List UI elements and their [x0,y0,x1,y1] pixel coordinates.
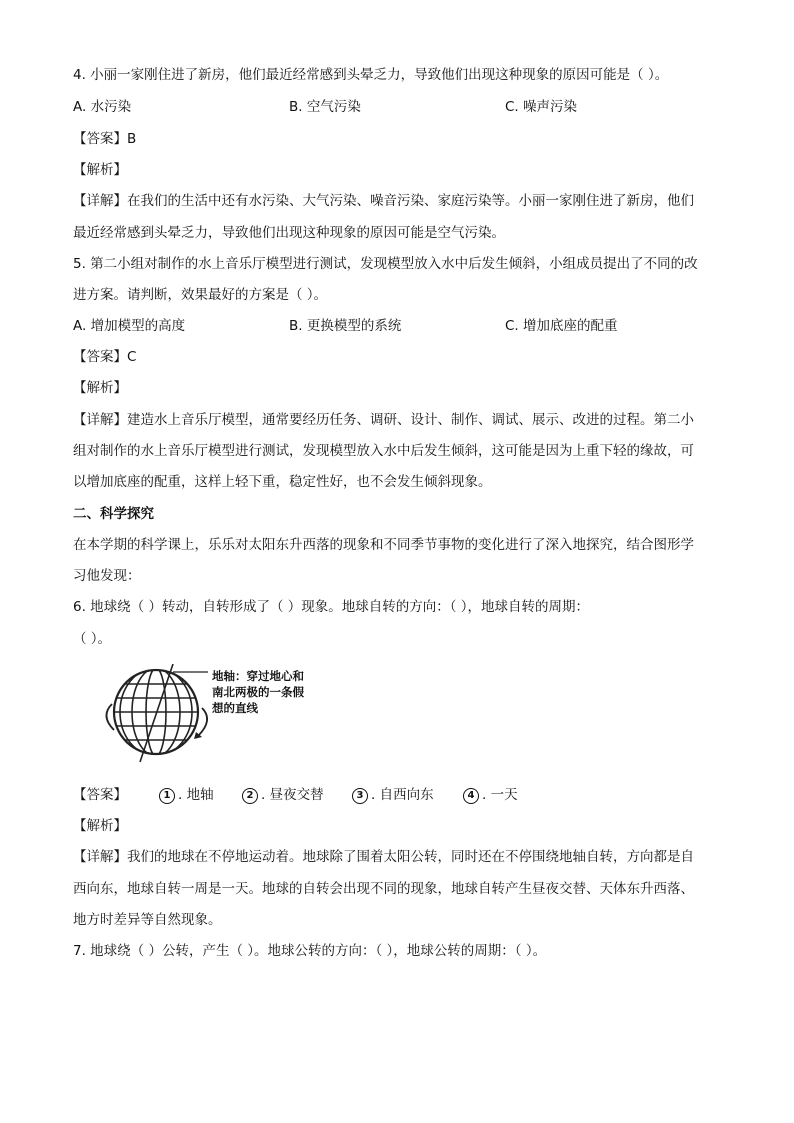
section-title: 二、科学探究 [73,506,154,522]
q6-detail-line: 【详解】我们的地球在不停地运动着。地球除了围着太阳公转，同时还在不停围绕地轴自转，方向都是自 [73,849,694,865]
q6-answer-3 [352,786,434,804]
q5-option-c: C. 增加底座的配重 [505,318,618,334]
answer-text: . 一天 [482,787,518,803]
answer-text: . 自西向东 [371,787,434,803]
earth-axis-label [212,668,317,716]
section-intro-line: 习他发现： [73,568,141,584]
q5-option-a: A. 增加模型的高度 [73,318,186,334]
q6-answer-4 [463,786,518,804]
q6-stem-line: （ ）。 [73,631,112,647]
q5-stem-line: 进方案。请判断，效果最好的方案是（ ）。 [73,287,328,303]
label-line: 想的直线 [212,701,258,715]
circled-number: 4 [463,788,479,804]
earth-axis-figure [100,664,315,764]
circled-number: 1 [159,788,175,804]
section-intro-line: 在本学期的科学课上，乐乐对太阳东升西落的现象和不同季节事物的变化进行了深入地探究，结合图形学 [73,537,694,553]
q6-answer-1 [159,786,214,804]
q5-detail-line: 组对制作的水上音乐厅模型进行测试，发现模型放入水中后发生倾斜，这可能是因为上重下轻的缘故，可 [73,443,694,459]
q4-detail-line: 【详解】在我们的生活中还有水污染、大气污染、噪音污染、家庭污染等。小丽一家刚住进了新房，他们 [73,193,694,209]
q6-analysis-heading: 【解析】 [73,818,127,834]
q4-option-c: C. 噪声污染 [505,99,578,115]
q5-answer: 【答案】C [73,349,137,365]
q5-option-b: B. 更换模型的系统 [289,318,402,334]
q6-detail-line: 西向东，地球自转一周是一天。地球的自转会出现不同的现象，地球自转产生昼夜交替、天体东升西落、 [73,881,694,897]
q5-analysis-heading: 【解析】 [73,380,127,396]
q4-answer: 【答案】B [73,131,137,147]
q4-option-b: B. 空气污染 [289,99,361,115]
answer-text: . 昼夜交替 [261,787,324,803]
q4-analysis-heading: 【解析】 [73,162,127,178]
q7-stem: 7. 地球绕（ ）公转，产生（ ）。地球公转的方向：（ ），地球公转的周期：（ ）。 [73,943,547,959]
q6-answer-2 [242,786,324,804]
q5-detail-line: 【详解】建造水上音乐厅模型，通常要经历任务、调研、设计、制作、调试、展示、改进的过程。第二小 [73,412,694,428]
answer-text: . 地轴 [178,787,214,803]
circled-number: 2 [242,788,258,804]
q5-stem-line: 5. 第二小组对制作的水上音乐厅模型进行测试，发现模型放入水中后发生倾斜，小组成员提出了不同的改 [73,256,698,272]
q4-option-a: A. 水污染 [73,99,132,115]
q4-detail-line: 最近经常感到头晕乏力，导致他们出现这种现象的原因可能是空气污染。 [73,225,505,241]
q6-answer-label: 【答案】 [73,787,127,803]
circled-number: 3 [352,788,368,804]
q4-stem: 4. 小丽一家刚住进了新房，他们最近经常感到头晕乏力，导致他们出现这种现象的原因可能是（ ）。 [73,67,669,83]
label-line: 南北两极的一条假 [212,685,304,699]
label-line: 地轴：穿过地心和 [212,669,304,683]
q5-detail-line: 以增加底座的配重，这样上轻下重，稳定性好，也不会发生倾斜现象。 [73,474,492,490]
q6-stem-line: 6. 地球绕（ ）转动，自转形成了（ ）现象。地球自转的方向：（ ），地球自转的周期： [73,599,590,615]
q6-detail-line: 地方时差异等自然现象。 [73,912,222,928]
